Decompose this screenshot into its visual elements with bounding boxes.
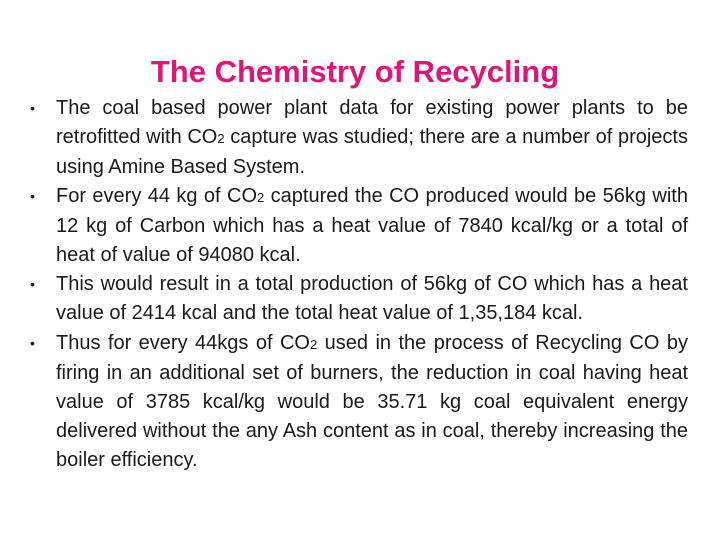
bullet-dot-icon: • bbox=[30, 188, 35, 204]
subscript: 2 bbox=[309, 337, 318, 352]
bullet-text bbox=[56, 329, 688, 475]
bullet-item bbox=[0, 270, 720, 329]
bullet-text-part: used in the process of Recycling CO by firing in an additional set of burners, the reduction in coal having heat value of 3785 kcal/kg would be 35.71 kg coal equivalent energy delivered without the any Ash content as in coal, thereby increasing the boiler efficiency. bbox=[56, 332, 688, 471]
subscript: 2 bbox=[217, 131, 225, 146]
bullet-text-part: This would result in a total production of 56kg of CO which has a heat value of 2414 kcal and the total heat value of 1,35,184 kcal. bbox=[56, 273, 688, 324]
bullet-list bbox=[0, 94, 720, 475]
bullet-text bbox=[56, 270, 688, 329]
bullet-text bbox=[56, 182, 688, 270]
slide-title: The Chemistry of Recycling bbox=[150, 54, 560, 89]
bullet-item bbox=[0, 94, 720, 182]
bullet-text-part: Thus for every 44kgs of CO bbox=[56, 332, 310, 354]
bullet-item bbox=[0, 329, 720, 475]
bullet-text-part: The coal based power plant data for existing power plants to be retrofitted with CO bbox=[56, 97, 688, 148]
bullet-item bbox=[0, 182, 720, 270]
bullet-dot-icon: • bbox=[30, 335, 35, 351]
subscript: 2 bbox=[257, 190, 265, 205]
bullet-dot-icon: • bbox=[30, 100, 35, 116]
bullet-dot-icon: • bbox=[30, 276, 35, 292]
bullet-text bbox=[56, 94, 688, 182]
bullet-text-part: capture was studied; there are a number of projects using Amine Based System. bbox=[56, 126, 688, 178]
bullet-text-part: captured the CO produced would be 56kg with 12 kg of Carbon which has a heat value of 7840 kcal/kg or a total of heat of value of 94080 kcal. bbox=[56, 185, 688, 266]
bullet-text-part: For every 44 kg of CO bbox=[56, 185, 257, 207]
